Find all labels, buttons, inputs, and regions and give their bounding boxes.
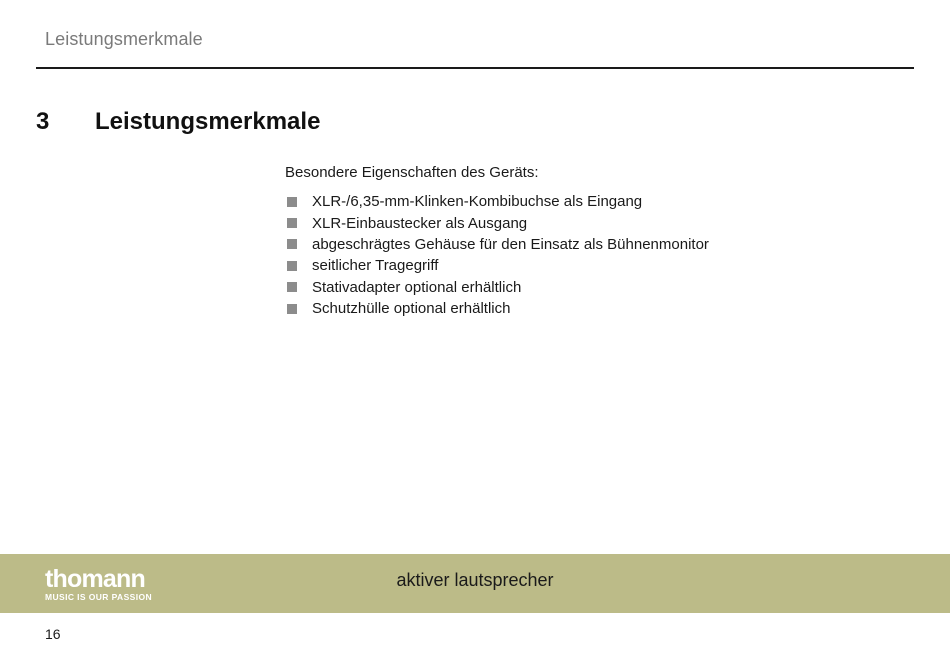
chapter-title: Leistungsmerkmale — [95, 108, 321, 135]
brand-tagline: MUSIC IS OUR PASSION — [45, 592, 153, 602]
list-item — [285, 298, 709, 319]
square-bullet-icon — [287, 282, 297, 292]
square-bullet-icon — [287, 261, 297, 271]
feature-text: Stativadapter optional erhältlich — [312, 278, 522, 296]
square-bullet-icon — [287, 197, 297, 207]
footer-band — [0, 554, 950, 613]
feature-list — [285, 191, 709, 319]
page-number: 16 — [45, 626, 61, 642]
header-divider — [36, 67, 914, 69]
list-item — [285, 234, 709, 255]
feature-text: Schutzhülle optional erhältlich — [312, 300, 511, 318]
list-item — [285, 277, 709, 298]
list-item — [285, 255, 709, 276]
list-item — [285, 191, 709, 212]
product-name: aktiver lautsprecher — [396, 570, 554, 590]
feature-text: seitlicher Tragegriff — [312, 257, 439, 275]
chapter-number: 3 — [36, 108, 50, 135]
brand-wordmark: thomann — [45, 565, 145, 593]
square-bullet-icon — [287, 304, 297, 314]
list-item — [285, 212, 709, 233]
features-intro: Besondere Eigenschaften des Geräts: — [285, 164, 539, 181]
feature-text: XLR-/6,35-mm-Klinken-Kombibuchse als Eingang — [312, 193, 643, 211]
feature-text: XLR-Einbaustecker als Ausgang — [312, 214, 528, 232]
square-bullet-icon — [287, 218, 297, 228]
feature-text: abgeschrägtes Gehäuse für den Einsatz als Bühnenmonitor — [312, 235, 709, 253]
square-bullet-icon — [287, 239, 297, 249]
running-header: Leistungsmerkmale — [45, 29, 203, 49]
